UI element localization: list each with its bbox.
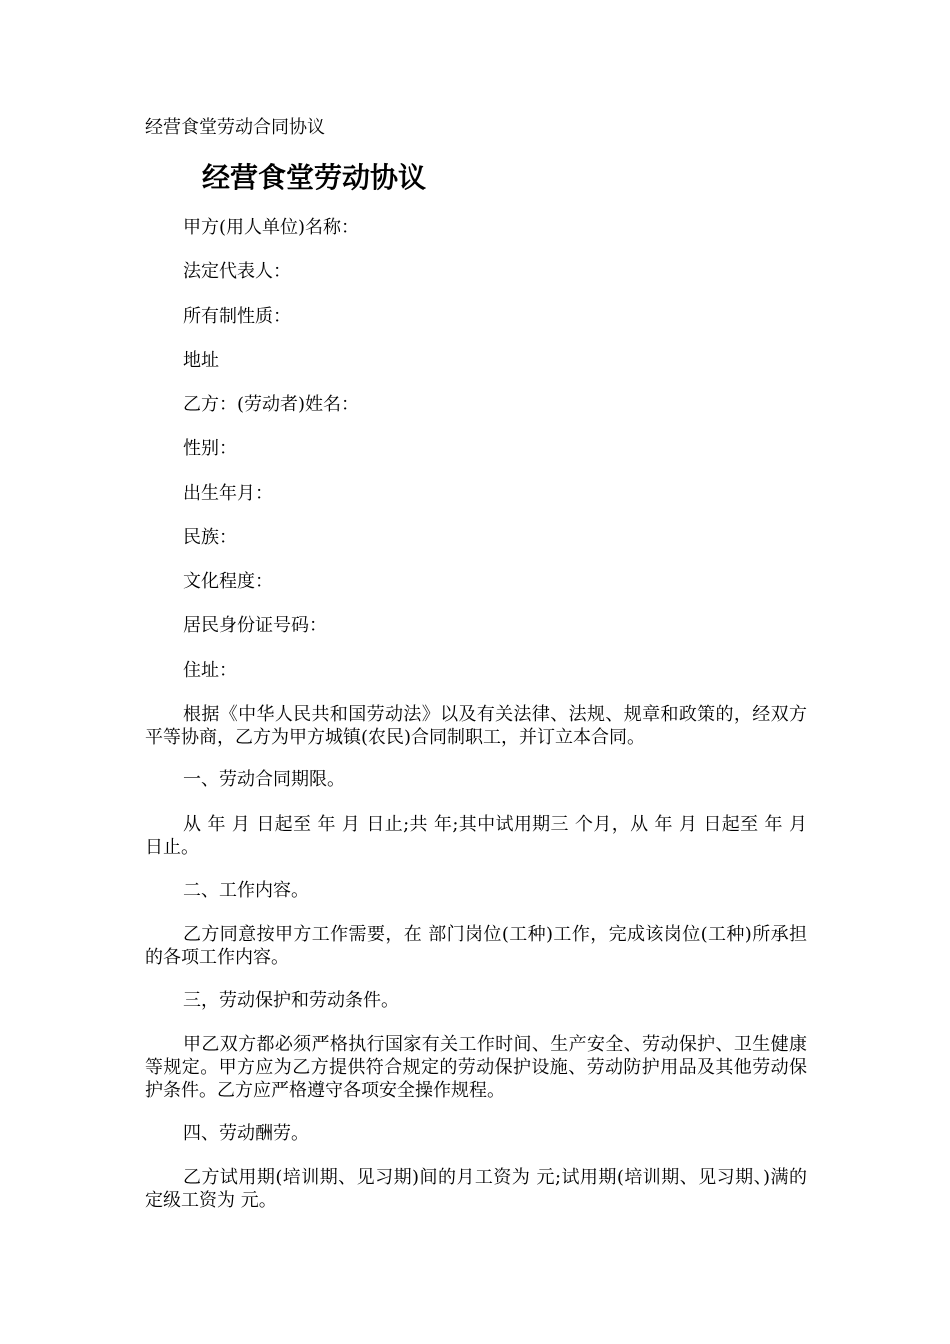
field-party-b-name: 乙方：(劳动者)姓名： [183,394,360,415]
preamble-paragraph: 根据《中华人民共和国劳动法》以及有关法律、法规、规章和政策的，经双方平等协商，乙方为甲方城镇(农民)合同制职工，并订立本合同。 [145,704,807,748]
field-ethnicity: 民族： [183,527,237,548]
section-heading-4: 四、劳动酬劳。 [183,1123,309,1144]
document-title: 经营食堂劳动协议 [202,161,427,194]
field-address: 地址 [183,350,219,371]
document-header: 经营食堂劳动合同协议 [145,117,325,138]
field-gender: 性别： [183,438,237,459]
section-body-2: 乙方同意按甲方工作需要，在 部门岗位(工种)工作，完成该岗位(工种)所承担的各项工作内容。 [145,924,807,968]
field-ownership-type: 所有制性质： [183,306,291,327]
field-residence: 住址： [183,660,237,681]
field-party-a-name: 甲方(用人单位)名称： [183,217,360,238]
section-heading-1: 一、劳动合同期限。 [183,769,345,790]
field-education: 文化程度： [183,571,273,592]
section-heading-2: 二、工作内容。 [183,880,309,901]
field-legal-representative: 法定代表人： [183,261,291,282]
section-heading-3: 三，劳动保护和劳动条件。 [183,990,399,1011]
field-birth-date: 出生年月： [183,483,273,504]
section-body-3: 甲乙双方都必须严格执行国家有关工作时间、生产安全、劳动保护、卫生健康等规定。甲方应为乙方提供符合规定的劳动保护设施、劳动防护用品及其他劳动保护条件。乙方应严格遵守各项安全操作规程。 [145,1034,807,1101]
field-id-number: 居民身份证号码： [183,615,327,636]
section-body-1: 从 年 月 日起至 年 月 日止;共 年;其中试用期三 个月，从 年 月 日起至 年 月 日止。 [145,814,807,858]
section-body-4: 乙方试用期(培训期、见习期)间的月工资为 元;试用期(培训期、见习期、)满的定级工资为 元。 [145,1167,807,1211]
